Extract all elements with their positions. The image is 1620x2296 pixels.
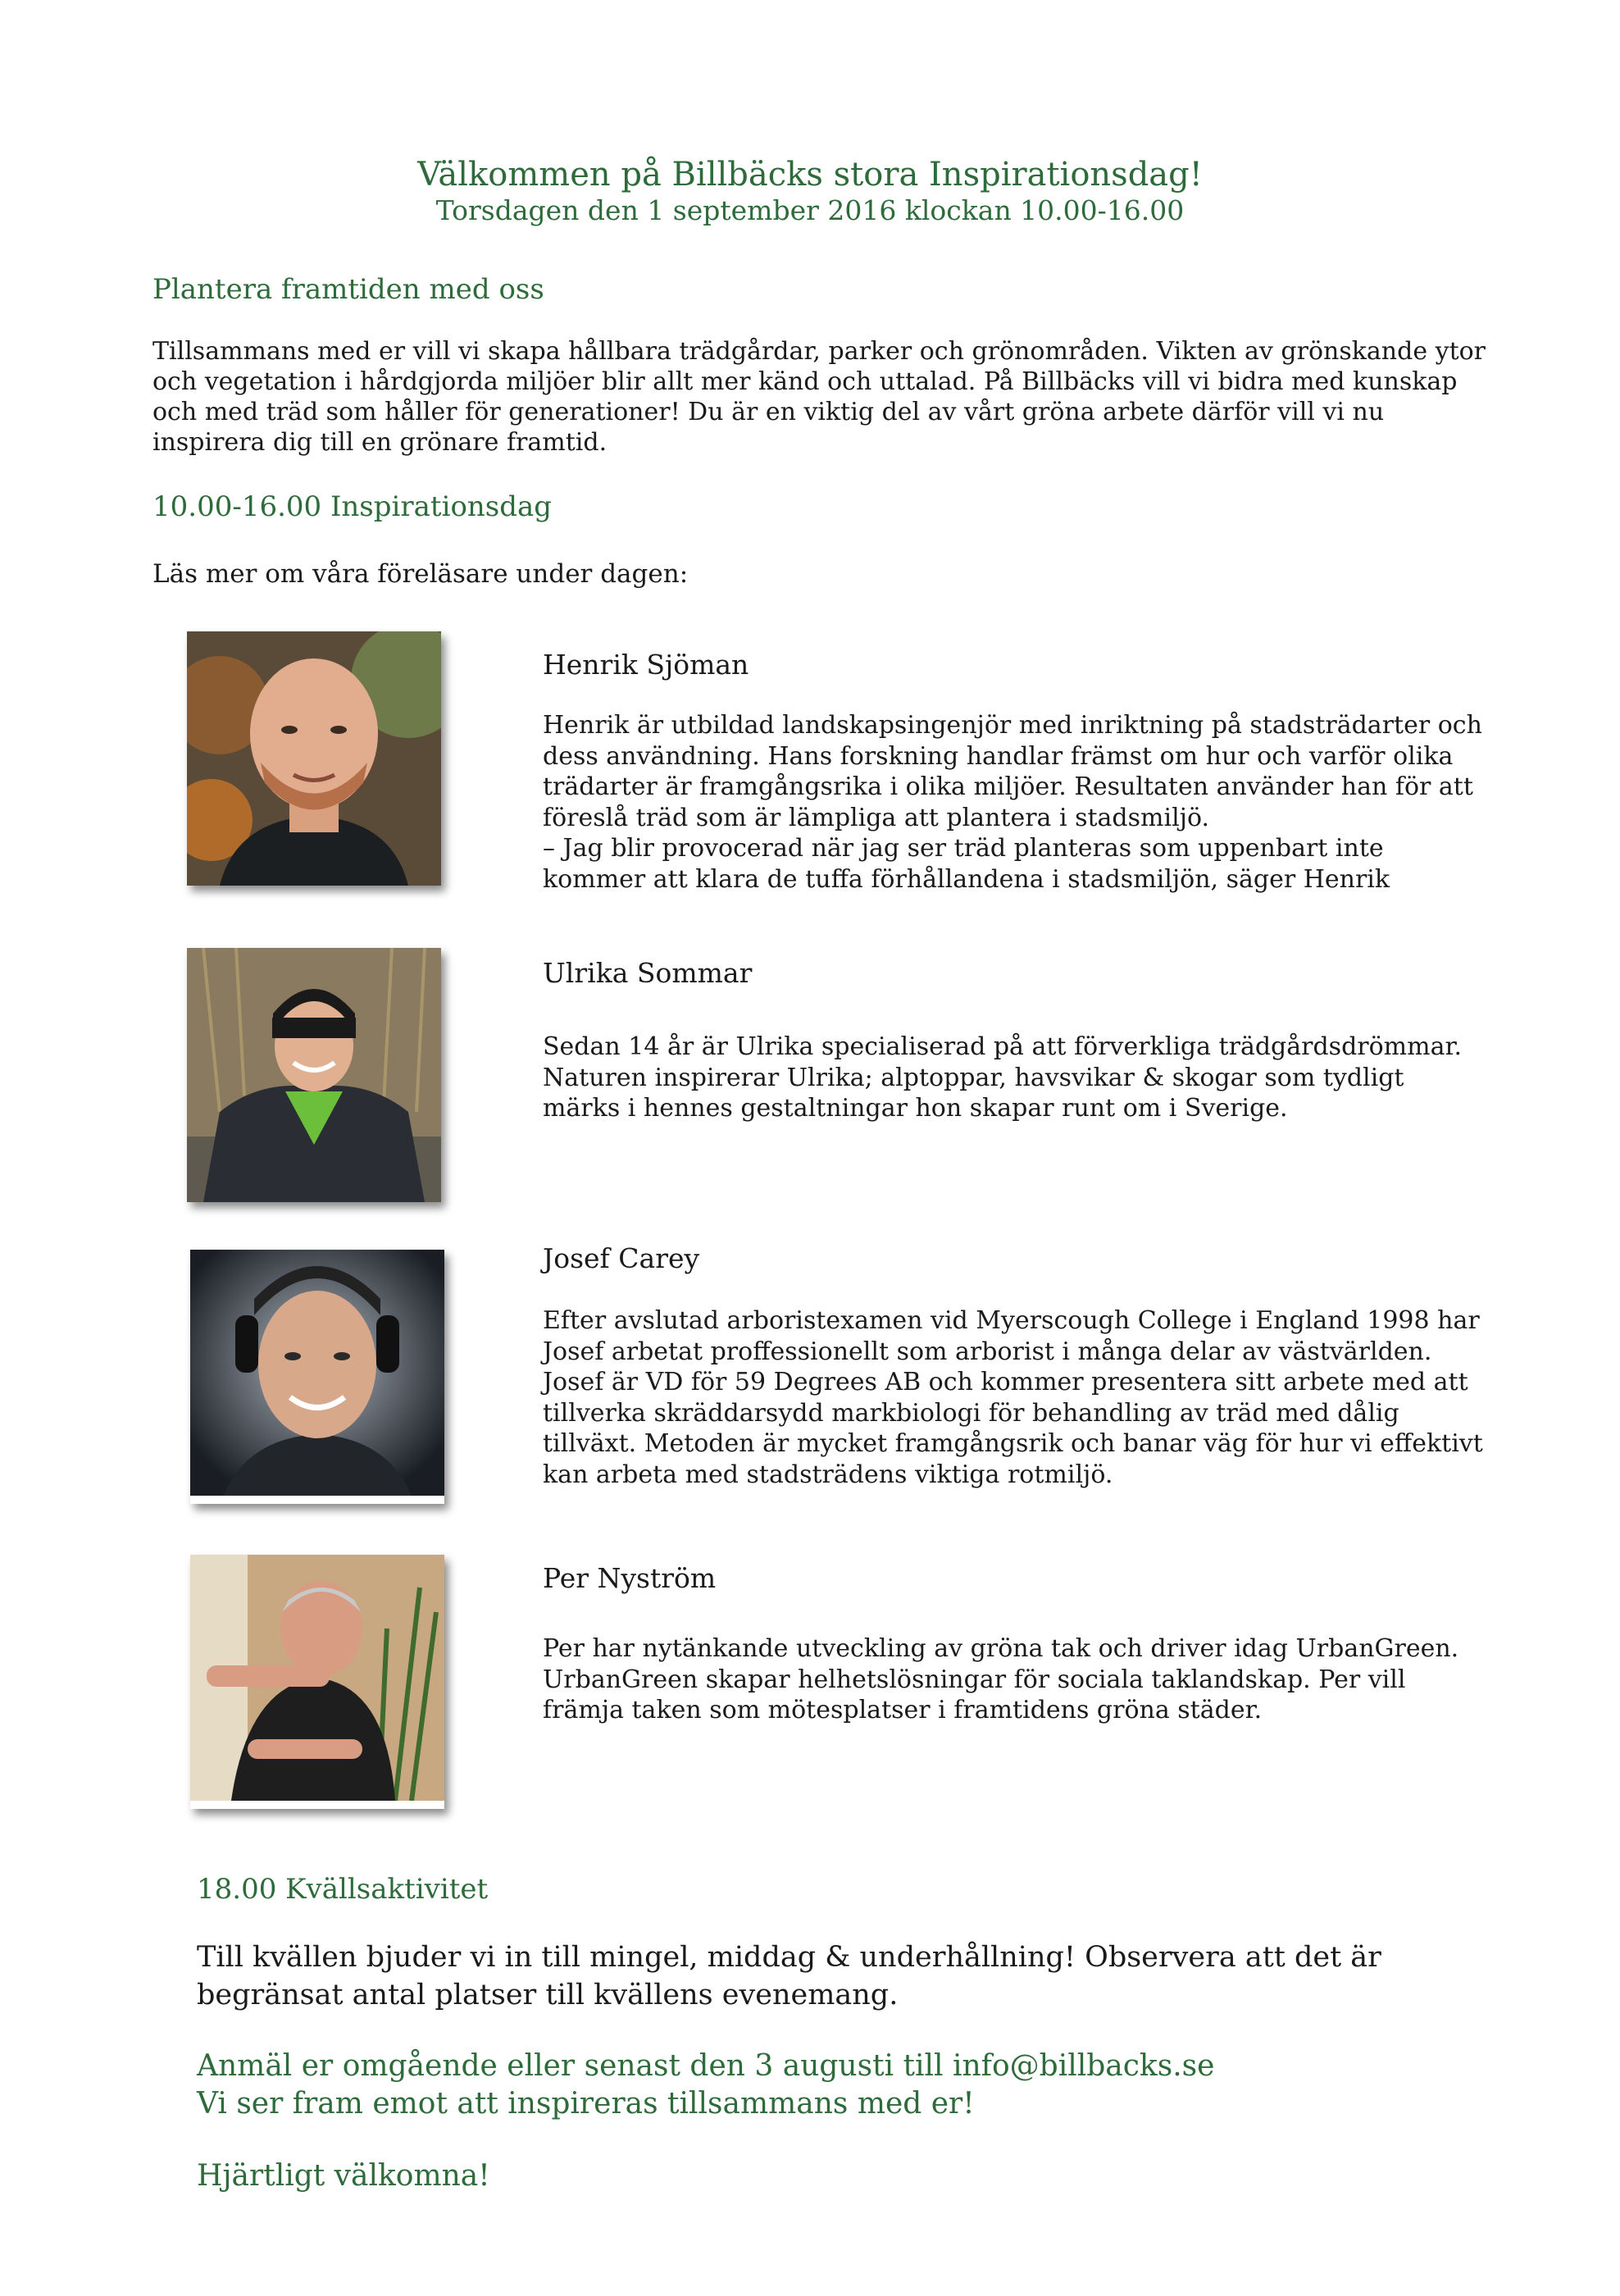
speakers-lead-text: Läs mer om våra föreläsare under dagen:	[152, 559, 689, 589]
closing-greeting: Hjärtligt välkomna!	[197, 2159, 490, 2193]
section-heading-plantera: Plantera framtiden med oss	[152, 273, 544, 306]
speaker-bio: Efter avslutad arboristexamen vid Myerscough College i England 1998 har Josef arbetat proffessionellt som arborist i många delar av västvärlden. Josef är VD för 59 Degrees AB och kommer presentera sitt arbete med att tillverka skräddarsydd markbiologi för behandling av träd med dålig tillväxt. Metoden är mycket framgångsrik och banar väg för hur vi effektivt kan arbeta med stadsträdens viktiga rotmiljö.	[543, 1306, 1483, 1489]
speaker-bio: Sedan 14 år är Ulrika specialiserad på att förverkliga trädgårdsdrömmar. Naturen inspirerar Ulrika; alptoppar, havsvikar & skogar som tydligt märks i hennes gestaltningar hon skapar runt om i Sverige.	[543, 1032, 1463, 1123]
speaker-photo-per	[190, 1555, 444, 1809]
speaker-bio: Henrik är utbildad landskapsingenjör med inriktning på stadsträdarter och dess användning. Hans forskning handlar främst om hur och varför olika trädarter är framgångsrika i olika miljöer. Resultaten använder han för att föreslå träd som är lämpliga att plantera i stadsmiljö. – Jag blir provocerad när jag ser träd planteras som uppenbart inte kommer att klara de tuffa förhållandena i stadsmiljön, säger Henrik	[543, 711, 1482, 894]
section-heading-inspirationsdag: 10.00-16.00 Inspirationsdag	[152, 490, 553, 523]
signup-text: Anmäl er omgående eller senast den 3 augusti till info@billbacks.se	[197, 2049, 1215, 2083]
intro-paragraph: Tillsammans med er vill vi skapa hållbara trädgårdar, parker och grönområden. Vikten av grönskande ytor och vegetation i hårdgjorda miljöer blir allt mer känd och uttalad. På Billbäcks vill vi bidra med kunskap och med träd som håller för generationer! Du är en viktig del av vårt gröna arbete därför vill vi nu inspirera dig till en grönare framtid.	[152, 337, 1486, 457]
speaker-name: Ulrika Sommar	[543, 957, 753, 989]
speaker-photo-josef	[190, 1250, 444, 1504]
speaker-photo-henrik	[187, 631, 441, 886]
speaker-name: Josef Carey	[543, 1242, 700, 1274]
speaker-name: Henrik Sjöman	[543, 649, 749, 681]
evening-paragraph: Till kvällen bjuder vi in till mingel, middag & underhållning! Observera att det är begränsat antal platser till kvällens evenemang.	[197, 1941, 1381, 2011]
page-title: Välkommen på Billbäcks stora Inspirationsdag!	[417, 156, 1203, 194]
speaker-bio: Per har nytänkande utveckling av gröna tak och driver idag UrbanGreen. UrbanGreen skapar helhetslösningar för sociala taklandskap. Per vill främja taken som mötesplatser i framtidens gröna städer.	[543, 1634, 1459, 1724]
section-heading-kvallsaktivitet: 18.00 Kvällsaktivitet	[197, 1873, 489, 1906]
event-date: Torsdagen den 1 september 2016 klockan 10.00-16.00	[435, 194, 1185, 226]
speaker-name: Per Nyström	[543, 1562, 717, 1594]
signup-followup-text: Vi ser fram emot att inspireras tillsammans med er!	[197, 2087, 975, 2121]
speaker-photo-ulrika	[187, 948, 441, 1202]
